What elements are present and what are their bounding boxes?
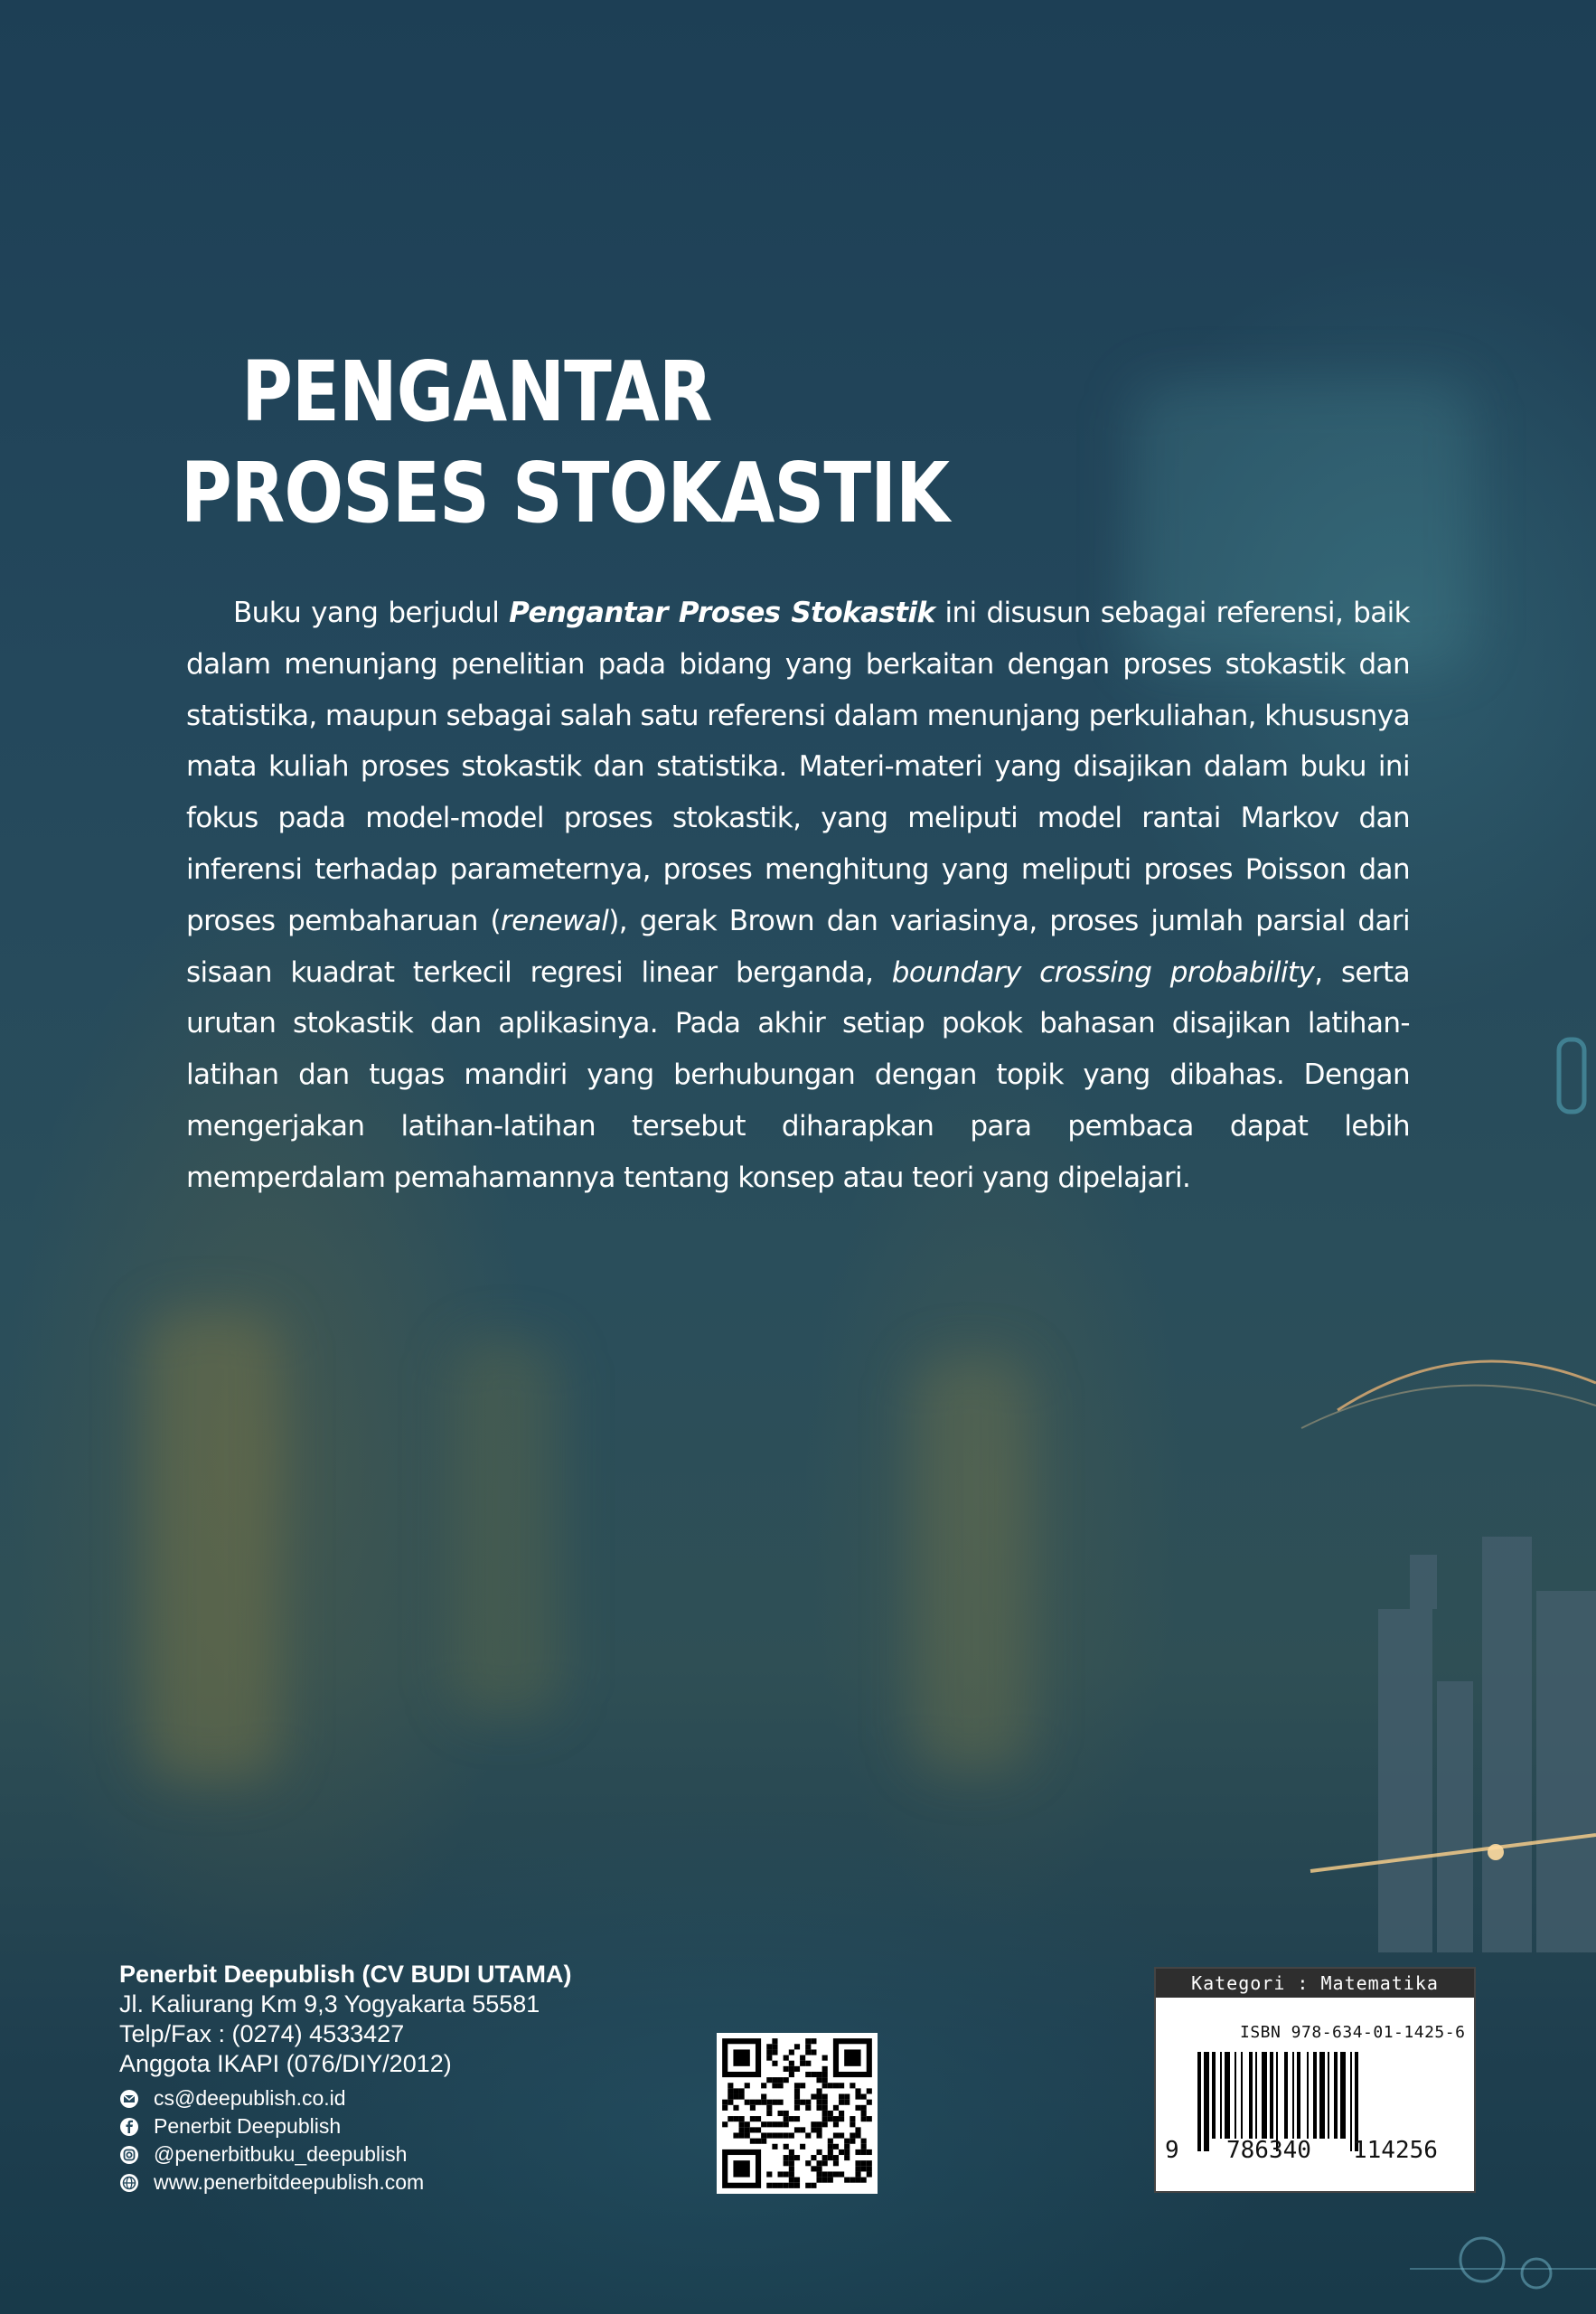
qr-module — [816, 2121, 821, 2127]
qr-module — [789, 2049, 794, 2055]
qr-module — [811, 2038, 816, 2044]
qr-module — [828, 2171, 833, 2177]
qr-code[interactable] — [717, 2033, 878, 2194]
qr-module — [761, 2083, 766, 2088]
qr-module — [756, 2100, 761, 2105]
qr-module — [789, 2061, 794, 2066]
qr-module — [789, 2116, 794, 2121]
qr-module — [772, 2044, 777, 2049]
qr-module — [784, 2121, 789, 2127]
qr-finder-square — [733, 2049, 749, 2065]
qr-module — [822, 2072, 828, 2077]
book-title-line1: PENGANTAR — [241, 343, 712, 440]
barcode-bar — [1241, 2052, 1243, 2139]
globe-icon — [119, 2173, 139, 2193]
qr-module — [784, 2155, 789, 2160]
qr-module — [861, 2144, 867, 2149]
qr-module — [756, 2127, 761, 2132]
qr-module — [850, 2139, 855, 2144]
qr-module — [811, 2155, 816, 2160]
qr-module — [800, 2127, 805, 2132]
qr-module — [778, 2111, 784, 2116]
qr-module — [828, 2178, 833, 2183]
qr-module — [811, 2127, 816, 2132]
qr-module — [833, 2171, 839, 2177]
qr-module — [745, 2132, 750, 2138]
qr-module — [784, 2077, 789, 2083]
qr-module — [784, 2111, 789, 2116]
qr-module — [800, 2144, 805, 2149]
qr-module — [784, 2132, 789, 2138]
qr-module — [839, 2171, 844, 2177]
qr-module — [761, 2094, 766, 2100]
contact-instagram[interactable] — [119, 2140, 424, 2168]
qr-module — [828, 2144, 833, 2149]
qr-module — [816, 2149, 821, 2155]
qr-module — [789, 2178, 794, 2183]
qr-module — [839, 2149, 844, 2155]
qr-module — [855, 2132, 860, 2138]
blurb-text: ), gerak Brown dan variasinya, proses jumlah parsial dari sisaan kuadrat terkecil regresi linear berganda, — [186, 904, 1411, 989]
qr-module — [822, 2055, 828, 2061]
qr-module — [794, 2116, 800, 2121]
qr-module — [867, 2100, 872, 2105]
qr-module — [722, 2121, 728, 2127]
qr-module — [833, 2160, 839, 2166]
qr-module — [800, 2083, 805, 2088]
blurb-text: , serta urutan stokastik dan aplikasinya. Pada akhir setiap pokok bahasan disajikan latihan-latihan dan tugas mandiri yang berhubungan dengan topik yang dibahas. Dengan mengerjakan latihan-latihan tersebut diharapkan para pembaca dapat lebih memperdalam pemahamannya tentang konsep atau teori yang dipelajari. — [186, 955, 1410, 1194]
contact-email-text: cs@deepublish.co.id — [154, 2086, 346, 2110]
qr-module — [855, 2105, 860, 2111]
book-title — [181, 342, 949, 544]
qr-module — [772, 2183, 777, 2188]
qr-module — [739, 2127, 745, 2132]
qr-module — [772, 2083, 777, 2088]
qr-module — [855, 2127, 860, 2132]
qr-module — [811, 2121, 816, 2127]
qr-module — [828, 2155, 833, 2160]
qr-module — [816, 2105, 821, 2111]
qr-module — [778, 2132, 784, 2138]
qr-module — [766, 2100, 772, 2105]
qr-module — [733, 2132, 738, 2138]
qr-module — [761, 2139, 766, 2144]
qr-module — [778, 2077, 784, 2083]
qr-module — [867, 2171, 872, 2177]
qr-module — [861, 2166, 867, 2171]
qr-module — [816, 2088, 821, 2093]
barcode-bar — [1340, 2052, 1346, 2139]
qr-module — [839, 2094, 844, 2100]
contact-facebook-text: Penerbit Deepublish — [154, 2114, 342, 2138]
category-label: Kategori : Matematika — [1156, 1969, 1474, 1998]
qr-module — [839, 2116, 844, 2121]
qr-module — [745, 2127, 750, 2132]
qr-module — [805, 2049, 811, 2055]
publisher-contacts — [119, 2084, 424, 2196]
qr-module — [867, 2088, 872, 2093]
barcode-bar — [1328, 2052, 1329, 2139]
barcode-bar — [1292, 2052, 1294, 2139]
qr-module — [739, 2121, 745, 2127]
qr-module — [833, 2132, 839, 2138]
qr-module — [728, 2083, 733, 2088]
qr-module — [794, 2083, 800, 2088]
qr-module — [828, 2116, 833, 2121]
instagram-icon — [119, 2145, 139, 2165]
qr-module — [772, 2144, 777, 2149]
publisher-info — [119, 1960, 572, 2079]
qr-module — [794, 2178, 800, 2183]
qr-module — [733, 2116, 738, 2121]
qr-module — [861, 2111, 867, 2116]
qr-module — [805, 2072, 811, 2077]
qr-module — [822, 2094, 828, 2100]
qr-module — [805, 2100, 811, 2105]
qr-module — [733, 2094, 738, 2100]
qr-module — [766, 2049, 772, 2055]
qr-module — [850, 2178, 855, 2183]
qr-module — [850, 2121, 855, 2127]
qr-module — [861, 2094, 867, 2100]
qr-module — [822, 2105, 828, 2111]
qr-module — [756, 2116, 761, 2121]
isbn-number: ISBN 978-634-01-1425-6 — [1240, 2023, 1466, 2042]
qr-module — [861, 2116, 867, 2121]
qr-module — [867, 2149, 872, 2155]
contact-website[interactable] — [119, 2168, 424, 2196]
qr-module — [784, 2055, 789, 2061]
qr-module — [816, 2166, 821, 2171]
qr-module — [789, 2072, 794, 2077]
publisher-name: Penerbit Deepublish (CV BUDI UTAMA) — [119, 1961, 572, 1988]
qr-module — [728, 2088, 733, 2093]
qr-module — [794, 2127, 800, 2132]
qr-module — [766, 2055, 772, 2061]
qr-module — [772, 2061, 777, 2066]
qr-module — [839, 2100, 844, 2105]
qr-module — [784, 2116, 789, 2121]
barcode-digits-left: 786340 — [1226, 2137, 1311, 2164]
qr-module — [784, 2183, 789, 2188]
mail-icon — [119, 2089, 139, 2109]
qr-module — [766, 2132, 772, 2138]
qr-module — [822, 2155, 828, 2160]
publisher-ikapi: Anggota IKAPI (076/DIY/2012) — [119, 2050, 452, 2077]
blurb-text: Buku yang berjudul — [233, 597, 510, 629]
qr-module — [728, 2116, 733, 2121]
qr-module — [778, 2100, 784, 2105]
qr-module — [784, 2160, 789, 2166]
barcode-bar — [1350, 2052, 1352, 2151]
qr-module — [850, 2116, 855, 2121]
qr-module — [733, 2105, 738, 2111]
qr-module — [816, 2132, 821, 2138]
qr-module — [794, 2044, 800, 2049]
qr-module — [816, 2077, 821, 2083]
qr-module — [855, 2149, 860, 2155]
qr-module — [745, 2100, 750, 2105]
qr-module — [794, 2183, 800, 2188]
barcode-bar — [1225, 2052, 1230, 2139]
qr-module — [855, 2166, 860, 2171]
qr-module — [822, 2111, 828, 2116]
barcode-bar — [1197, 2052, 1201, 2151]
qr-module — [839, 2132, 844, 2138]
book-title-line2: PROSES STOKASTIK — [181, 445, 950, 541]
qr-module — [811, 2094, 816, 2100]
qr-module — [784, 2144, 789, 2149]
contact-facebook[interactable] — [119, 2112, 424, 2140]
qr-module — [728, 2094, 733, 2100]
qr-module — [850, 2083, 855, 2088]
qr-module — [816, 2100, 821, 2105]
qr-module — [833, 2155, 839, 2160]
qr-module — [794, 2105, 800, 2111]
qr-module — [861, 2149, 867, 2155]
qr-module — [855, 2160, 860, 2166]
qr-module — [772, 2121, 777, 2127]
qr-module — [789, 2149, 794, 2155]
qr-module — [794, 2088, 800, 2093]
qr-module — [789, 2183, 794, 2188]
qr-module — [828, 2111, 833, 2116]
qr-module — [839, 2083, 844, 2088]
qr-module — [844, 2139, 850, 2144]
qr-module — [745, 2121, 750, 2127]
barcode-bar — [1255, 2052, 1257, 2139]
qr-module — [772, 2132, 777, 2138]
qr-module — [816, 2178, 821, 2183]
qr-module — [822, 2116, 828, 2121]
blurb-italic-term: boundary crossing probability — [891, 955, 1315, 989]
qr-module — [772, 2100, 777, 2105]
qr-module — [766, 2105, 772, 2111]
qr-module — [828, 2149, 833, 2155]
blurb-text: ini disusun sebagai referensi, baik dalam menunjang penelitian pada bidang yang berkaitan dengan proses stokastik dan statistika, maupun sebagai salah satu referensi dalam menunjang perkuliahan, khususnya mata kuliah proses stokastik dan statistika. Materi-materi yang disajikan dalam buku ini fokus pada model-model proses stokastik, yang meliputi model rantai Markov dan inferensi terhadap parameternya, proses menghitung yang meliputi proses Poisson dan proses pembaharuan ( — [186, 597, 1410, 937]
qr-module — [822, 2121, 828, 2127]
facebook-icon — [119, 2117, 139, 2137]
qr-module — [766, 2111, 772, 2116]
qr-module — [739, 2094, 745, 2100]
qr-module — [822, 2066, 828, 2072]
qr-module — [867, 2166, 872, 2171]
qr-module — [772, 2049, 777, 2055]
qr-module — [750, 2127, 756, 2132]
qr-module — [733, 2088, 738, 2093]
blurb-book-title: Pengantar Proses Stokastik — [509, 597, 935, 629]
qr-module — [833, 2105, 839, 2111]
qr-module — [822, 2171, 828, 2177]
qr-module — [867, 2116, 872, 2121]
qr-module — [805, 2044, 811, 2049]
qr-module — [766, 2077, 772, 2083]
qr-module — [778, 2171, 784, 2177]
qr-module — [784, 2171, 789, 2177]
qr-module — [766, 2044, 772, 2049]
qr-module — [805, 2183, 811, 2188]
barcode-bar — [1220, 2052, 1222, 2139]
qr-module — [794, 2094, 800, 2100]
qr-module — [756, 2139, 761, 2144]
qr-module — [745, 2083, 750, 2088]
qr-module — [833, 2083, 839, 2088]
blurb-italic-term: renewal — [500, 904, 609, 937]
qr-module — [855, 2171, 860, 2177]
qr-module — [833, 2116, 839, 2121]
qr-module — [772, 2077, 777, 2083]
qr-module — [778, 2083, 784, 2088]
qr-module — [861, 2139, 867, 2144]
qr-module — [739, 2132, 745, 2138]
publisher-phone: Telp/Fax : (0274) 4533427 — [119, 2020, 405, 2047]
qr-module — [844, 2155, 850, 2160]
qr-module — [844, 2100, 850, 2105]
contact-website-text: www.penerbitdeepublish.com — [154, 2170, 425, 2194]
barcode-bar — [1319, 2052, 1325, 2139]
barcode-bar — [1235, 2052, 1236, 2139]
qr-module — [855, 2088, 860, 2093]
qr-module — [816, 2127, 821, 2132]
qr-module — [850, 2132, 855, 2138]
barcode-digits-right: 114256 — [1353, 2137, 1438, 2164]
qr-module — [772, 2038, 777, 2044]
qr-module — [844, 2178, 850, 2183]
barcode-bar — [1262, 2052, 1267, 2139]
barcode-bar — [1307, 2052, 1309, 2139]
qr-module — [750, 2116, 756, 2121]
qr-module — [789, 2166, 794, 2171]
barcode-bar — [1270, 2052, 1273, 2139]
qr-module — [816, 2094, 821, 2100]
qr-module — [789, 2066, 794, 2072]
qr-module — [867, 2160, 872, 2166]
qr-module — [778, 2121, 784, 2127]
qr-module — [816, 2072, 821, 2077]
qr-module — [822, 2160, 828, 2166]
qr-code-pattern — [717, 2033, 878, 2194]
qr-module — [855, 2094, 860, 2100]
qr-module — [739, 2116, 745, 2121]
isbn-barcode-block — [1154, 1967, 1476, 2193]
qr-module — [739, 2088, 745, 2093]
qr-module — [833, 2121, 839, 2127]
qr-module — [794, 2066, 800, 2072]
barcode-bar — [1204, 2052, 1209, 2151]
qr-module — [805, 2038, 811, 2044]
qr-module — [778, 2183, 784, 2188]
qr-module — [844, 2144, 850, 2149]
qr-module — [811, 2183, 816, 2188]
qr-module — [822, 2178, 828, 2183]
qr-finder-square — [733, 2160, 749, 2177]
qr-module — [861, 2160, 867, 2166]
qr-module — [789, 2171, 794, 2177]
qr-module — [822, 2077, 828, 2083]
qr-module — [822, 2100, 828, 2105]
qr-module — [750, 2139, 756, 2144]
qr-module — [861, 2178, 867, 2183]
qr-module — [805, 2160, 811, 2166]
qr-module — [761, 2121, 766, 2127]
qr-module — [766, 2121, 772, 2127]
qr-module — [800, 2061, 805, 2066]
qr-module — [784, 2066, 789, 2072]
contact-email[interactable] — [119, 2084, 424, 2112]
qr-module — [789, 2132, 794, 2138]
barcode-bar — [1249, 2052, 1253, 2139]
barcode-bar — [1212, 2052, 1216, 2139]
qr-module — [855, 2178, 860, 2183]
qr-module — [766, 2171, 772, 2177]
qr-module — [794, 2100, 800, 2105]
qr-module — [794, 2155, 800, 2160]
qr-module — [811, 2072, 816, 2077]
qr-module — [761, 2132, 766, 2138]
barcode-bar — [1313, 2052, 1317, 2139]
qr-module — [811, 2166, 816, 2171]
qr-module — [861, 2105, 867, 2111]
qr-module — [839, 2111, 844, 2116]
qr-module — [844, 2149, 850, 2155]
qr-module — [833, 2144, 839, 2149]
publisher-address: Jl. Kaliurang Km 9,3 Yogyakarta 55581 — [119, 1990, 540, 2018]
qr-module — [761, 2100, 766, 2105]
qr-module — [822, 2083, 828, 2088]
qr-module — [811, 2049, 816, 2055]
qr-module — [789, 2155, 794, 2160]
qr-module — [800, 2055, 805, 2061]
barcode-bar — [1334, 2052, 1338, 2139]
qr-module — [828, 2139, 833, 2144]
qr-module — [805, 2061, 811, 2066]
book-description — [186, 588, 1410, 1204]
qr-module — [789, 2160, 794, 2166]
qr-module — [805, 2132, 811, 2138]
qr-module — [844, 2094, 850, 2100]
barcode-bar — [1297, 2052, 1300, 2139]
qr-module — [750, 2105, 756, 2111]
qr-module — [728, 2100, 733, 2105]
barcode-digit-first: 9 — [1165, 2137, 1179, 2164]
qr-finder-square — [844, 2049, 860, 2065]
qr-module — [750, 2100, 756, 2105]
qr-module — [805, 2105, 811, 2111]
qr-module — [722, 2100, 728, 2105]
qr-module — [816, 2171, 821, 2177]
qr-module — [766, 2183, 772, 2188]
qr-module — [800, 2100, 805, 2105]
qr-module — [722, 2105, 728, 2111]
barcode-bar — [1284, 2052, 1288, 2139]
contact-instagram-text: @penerbitbuku_deepublish — [154, 2142, 408, 2166]
qr-module — [816, 2160, 821, 2166]
qr-module — [828, 2083, 833, 2088]
